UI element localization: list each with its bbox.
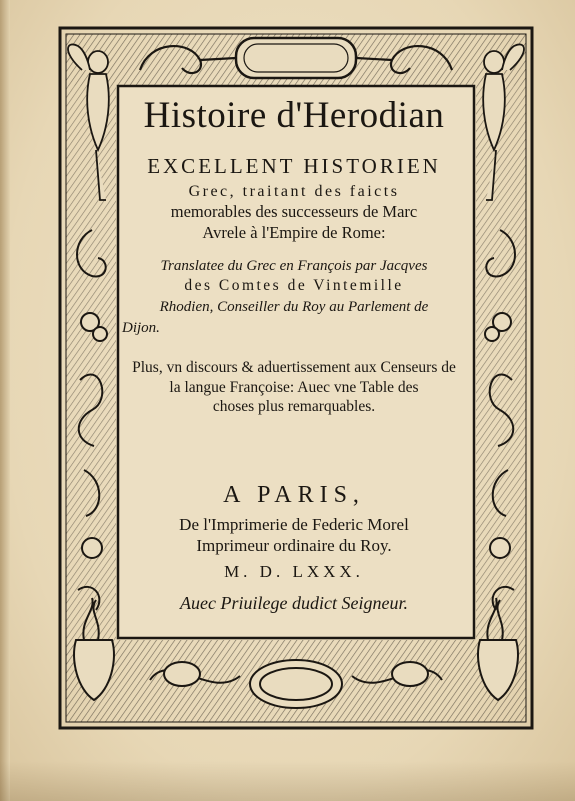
imprint-line-1: De l'Imprimerie de Federic Morel — [179, 515, 409, 534]
title-line-1: Histoire d'Herodian — [143, 95, 445, 136]
subtitle-line-1: Grec, traitant des faicts — [188, 183, 400, 200]
imprint-date: M. D. LXXX. — [224, 562, 364, 581]
imprint-place: A PARIS, — [223, 482, 365, 508]
translator-line-2: des Comtes de Vintemille — [184, 277, 404, 294]
subtitle-line-3: Avrele à l'Empire de Rome: — [202, 223, 386, 242]
addendum-line-1: Plus, vn discours & aduertissement aux Censeurs de — [132, 359, 456, 376]
addendum-line-2: la langue Françoise: Auec vne Table des — [169, 379, 419, 396]
subtitle-line-2: memorables des successeurs de Marc — [170, 202, 418, 221]
translator-line-1: Translatee du Grec en François par Jacqves — [160, 258, 428, 274]
title-panel — [122, 90, 466, 634]
addendum-line-3: choses plus remarquables. — [212, 398, 376, 415]
imprint-line-2: Imprimeur ordinaire du Roy. — [196, 536, 392, 555]
imprint-privilege: Auec Priuilege dudict Seigneur. — [180, 593, 408, 613]
translator-line-4: Dijon. — [122, 320, 160, 336]
translator-line-3: Rhodien, Conseiller du Roy au Parlement de — [159, 299, 429, 315]
title-line-2: EXCELLENT HISTORIEN — [147, 154, 441, 178]
top-cartouche — [236, 38, 356, 78]
